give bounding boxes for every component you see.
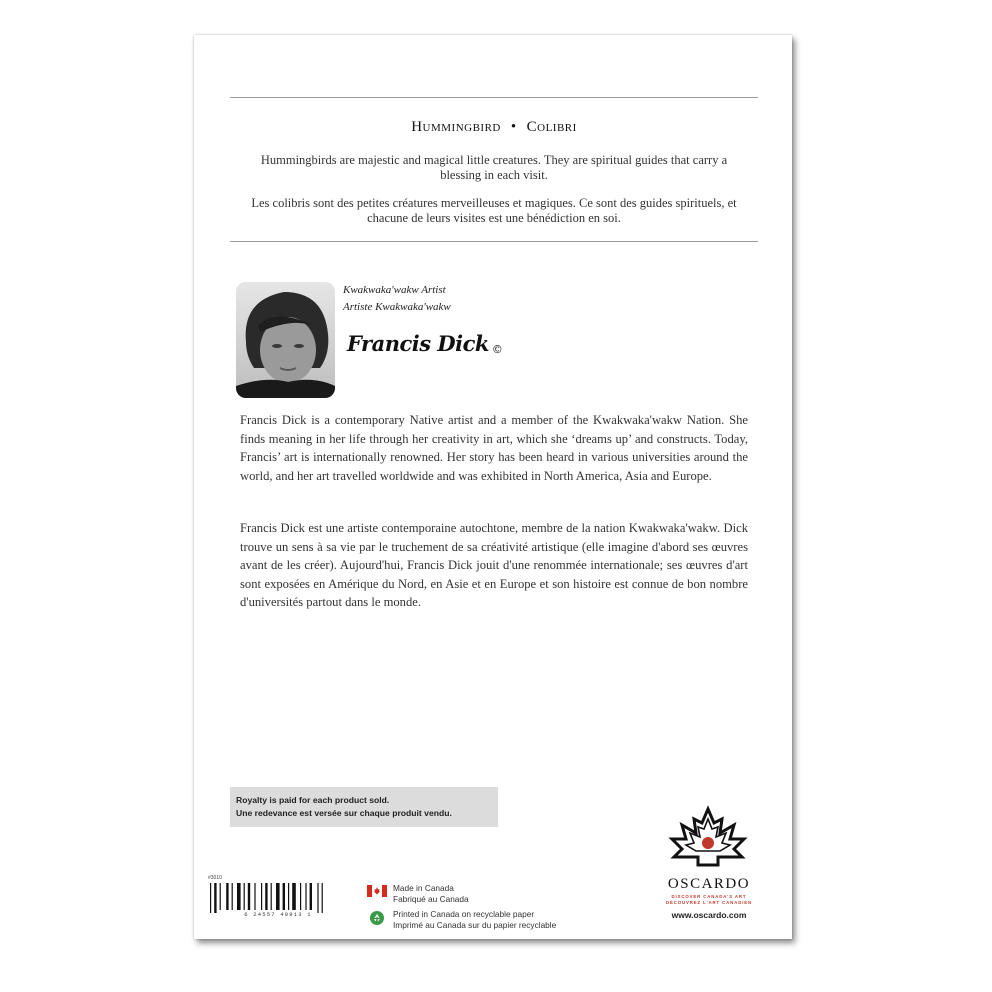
royalty-en: Royalty is paid for each product sold. (236, 795, 390, 805)
brand-name: OSCARDO (667, 876, 751, 892)
barcode-bar (317, 883, 318, 913)
barcode-bar (265, 883, 267, 910)
top-divider (230, 97, 758, 98)
title-separator: • (510, 119, 517, 135)
printed-en: Printed in Canada on recyclable paper (393, 909, 535, 919)
barcode-bar (276, 883, 280, 910)
royalty-notice (230, 787, 498, 827)
barcode-bar (254, 883, 255, 910)
title-fr: Colibri (526, 119, 577, 135)
barcode-bar (261, 883, 262, 910)
intro-english: Hummingbirds are majestic and magical little creatures. They are spiritual guides that carry a blessing in each visit. (260, 153, 728, 182)
made-in-canada-fr: Fabriqué au Canada (393, 894, 469, 904)
intro-french: Les colibris sont des petites créatures merveilleuses et magiques. Ce sont des guides spirituels, et chacune de leurs visites est une bénédiction en soi. (251, 196, 737, 225)
maple-leaf-logo (658, 805, 758, 877)
barcode (208, 883, 348, 913)
bio-french: Francis Dick est une artiste contemporaine autochtone, membre de la nation Kwakwaka'wakw. Dick trouve un sens à sa vie par le truchement de sa créativité artistique (elle imagine d'abord ses œuvres avant de les créer). Aujourd'hui, Francis Dick jouit d'une renommée internationale; ses œuvres d'art sont exposées en Amérique du Nord, en Asie et en Europe et son histoire est connue de bon nombre d'universités partout dans le monde. (240, 521, 748, 609)
barcode-bar (248, 883, 250, 910)
barcode-bar (271, 883, 272, 910)
website-url: www.oscardo.com (671, 910, 747, 920)
artist-signature (347, 331, 502, 356)
tagline-en: DISCOVER CANADA'S ART (671, 894, 747, 899)
barcode-bar (226, 883, 228, 910)
canada-flag-icon (367, 885, 387, 897)
barcode-digits: 6 24557 49913 1 (244, 911, 312, 918)
artist-role-en: Kwakwaka'wakw Artist (343, 284, 446, 296)
barcode-bar (288, 883, 289, 910)
royalty-fr: Une redevance est versée sur chaque produit vendu. (236, 808, 452, 818)
copyright-mark: © (491, 343, 503, 356)
printed-fr: Imprimé au Canada sur du papier recyclable (393, 920, 557, 930)
recycle-icon (370, 911, 384, 925)
signature-text: Francis Dick (347, 331, 489, 356)
tagline-fr: DÉCOUVREZ L'ART CANADIEN (665, 900, 753, 905)
product-card-back (194, 35, 792, 939)
bottom-divider (230, 241, 758, 242)
barcode-bar (232, 883, 233, 910)
barcode-bar (305, 883, 306, 910)
card-title (230, 119, 758, 136)
barcode-bar (214, 883, 216, 913)
barcode-bar (237, 883, 241, 910)
barcode-bar (322, 883, 323, 913)
barcode-bar (220, 883, 221, 910)
title-en: Hummingbird (411, 119, 501, 135)
sku-number: #3010 (208, 875, 222, 881)
artist-photo (236, 282, 335, 398)
bio-english: Francis Dick is a contemporary Native artist and a member of the Kwakwaka'wakw Nation. She finds meaning in her life through her creativity in art, which she ‘dreams up’ and constructs. Today, Francis’ art is internationally renowned. Her story has been heard in various universities around the world, and her art travelled worldwide and was exhibited in North America, Asia and Europe. (240, 413, 748, 483)
artist-role-fr: Artiste Kwakwaka'wakw (343, 301, 451, 313)
barcode-bar (210, 883, 211, 913)
barcode-bar (310, 883, 312, 910)
barcode-bar (244, 883, 245, 910)
barcode-bar (292, 883, 296, 910)
barcode-bar (283, 883, 285, 910)
barcode-bar (300, 883, 301, 910)
made-in-canada-en: Made in Canada (393, 883, 454, 893)
